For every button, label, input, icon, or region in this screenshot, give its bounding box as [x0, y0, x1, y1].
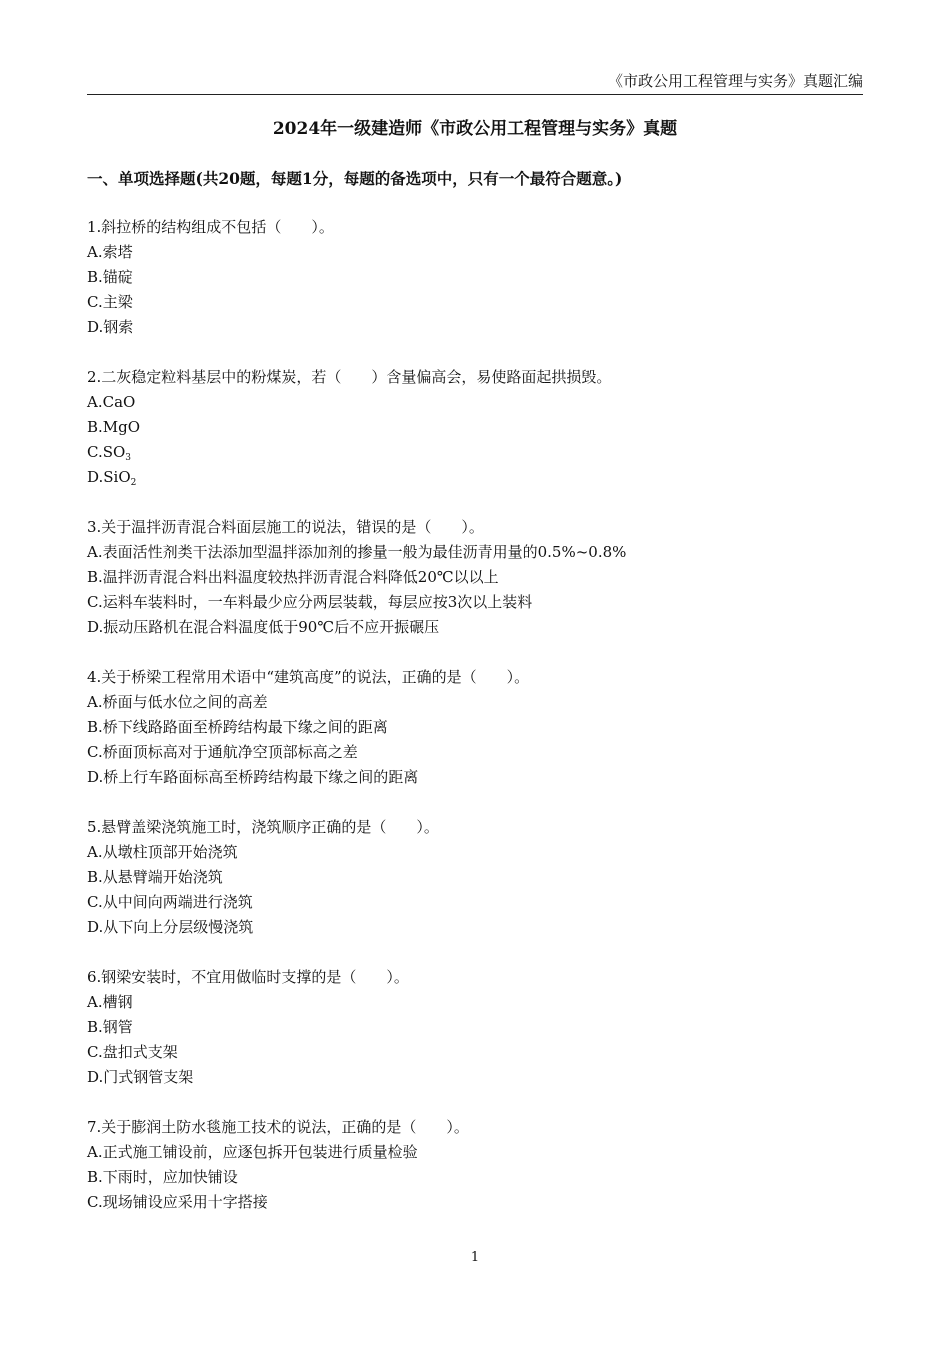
- option-b: B.钢管: [87, 1018, 133, 1036]
- option-b: B.温拌沥青混合料出料温度较热拌沥青混合料降低20℃以以上: [87, 568, 499, 586]
- question-stem: 6.钢梁安装时，不宜用做临时支撑的是（ ）。: [87, 968, 409, 986]
- option-a: A.槽钢: [87, 993, 133, 1011]
- question-6: [87, 965, 867, 1090]
- question-2: [87, 365, 867, 490]
- option-b: B.MgO: [87, 418, 141, 436]
- option-a: A.从墩柱顶部开始浇筑: [87, 843, 238, 861]
- option-d: D.桥上行车路面标高至桥跨结构最下缘之间的距离: [87, 768, 419, 786]
- option-d: [87, 465, 867, 490]
- option-c-subscript: 3: [125, 453, 132, 463]
- question-3: [87, 515, 867, 640]
- running-header: 《市政公用工程管理与实务》真题汇编: [607, 72, 863, 90]
- section-heading: 一、单项选择题(共20题，每题1分，每题的备选项中，只有一个最符合题意。): [87, 169, 623, 188]
- option-c: C.盘扣式支架: [87, 1043, 178, 1061]
- option-d: D.振动压路机在混合料温度低于90℃后不应开振碾压: [87, 618, 440, 636]
- question-list: [87, 215, 867, 1240]
- question-7: [87, 1115, 867, 1215]
- option-c: C.主梁: [87, 293, 133, 311]
- option-a: A.CaO: [87, 393, 136, 411]
- option-b: B.下雨时，应加快铺设: [87, 1168, 238, 1186]
- question-stem: 2.二灰稳定粒料基层中的粉煤炭，若（ ）含量偏高会，易使路面起拱损毁。: [87, 368, 612, 386]
- option-c: C.运料车装料时，一车料最少应分两层装载，每层应按3次以上装料: [87, 593, 533, 611]
- option-a: A.表面活性剂类干法添加型温拌添加剂的掺量一般为最佳沥青用量的0.5%~0.8%: [87, 543, 627, 561]
- question-stem: 1.斜拉桥的结构组成不包括（ ）。: [87, 218, 334, 236]
- option-b: B.从悬臂端开始浇筑: [87, 868, 223, 886]
- header-rule: [87, 94, 863, 95]
- option-b: B.桥下线路路面至桥跨结构最下缘之间的距离: [87, 718, 388, 736]
- option-c: C.现场铺设应采用十字搭接: [87, 1193, 268, 1211]
- option-c-text: C.SO: [87, 443, 126, 461]
- option-d: D.钢索: [87, 318, 134, 336]
- option-c: C.桥面顶标高对于通航净空顶部标高之差: [87, 743, 358, 761]
- option-d-text: D.SiO: [87, 468, 131, 486]
- option-a: A.索塔: [87, 243, 133, 261]
- question-stem: 4.关于桥梁工程常用术语中“建筑高度”的说法，正确的是（ ）。: [87, 668, 530, 686]
- option-d: D.从下向上分层级慢浇筑: [87, 918, 254, 936]
- option-c: C.从中间向两端进行浇筑: [87, 893, 253, 911]
- question-stem: 5.悬臂盖梁浇筑施工时，浇筑顺序正确的是（ ）。: [87, 818, 439, 836]
- question-stem: 3.关于温拌沥青混合料面层施工的说法，错误的是（ ）。: [87, 518, 484, 536]
- option-a: A.正式施工铺设前，应逐包拆开包装进行质量检验: [87, 1143, 418, 1161]
- question-4: [87, 665, 867, 790]
- option-c: [87, 440, 867, 465]
- option-d-subscript: 2: [130, 478, 137, 488]
- option-b: B.锚碇: [87, 268, 133, 286]
- page-number: 1: [470, 1250, 480, 1265]
- question-1: [87, 215, 867, 340]
- option-d: D.门式钢管支架: [87, 1068, 194, 1086]
- question-stem: 7.关于膨润土防水毯施工技术的说法，正确的是（ ）。: [87, 1118, 469, 1136]
- option-a: A.桥面与低水位之间的高差: [87, 693, 268, 711]
- document-title: 2024年一级建造师《市政公用工程管理与实务》真题: [272, 119, 678, 139]
- question-5: [87, 815, 867, 940]
